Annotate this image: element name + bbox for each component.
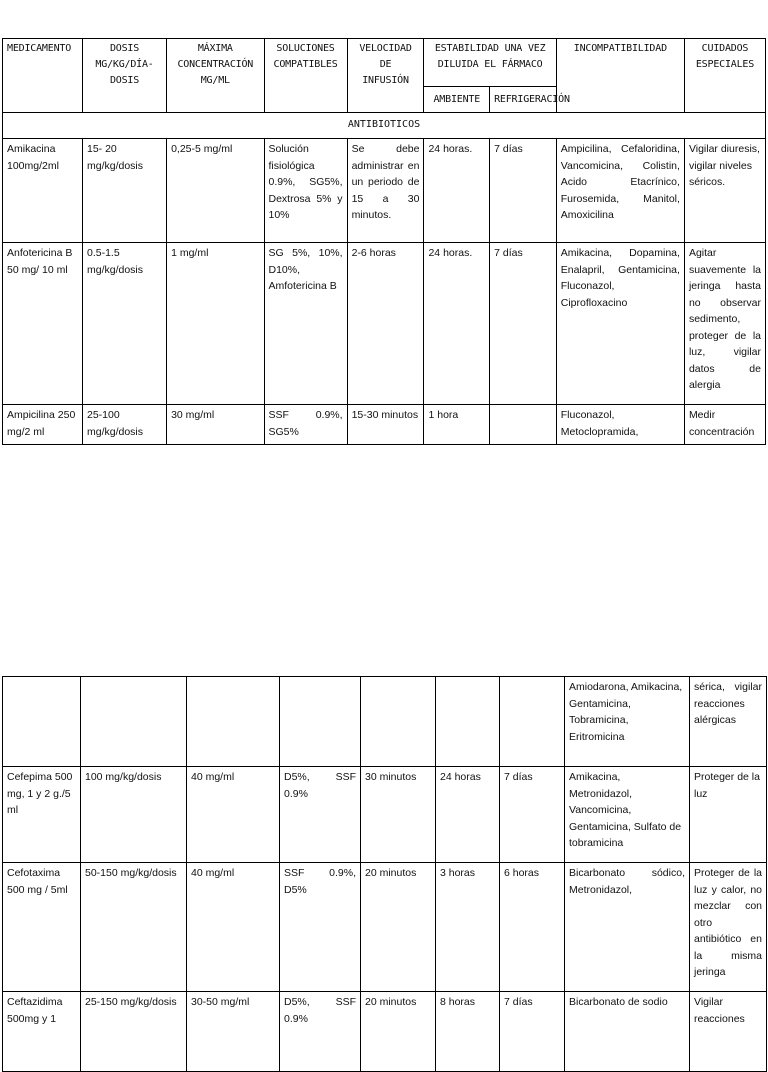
header-refrigeracion: REFRIGERACIÓN: [490, 87, 557, 113]
cell-cuidados: Vigilar diuresis, vigilar niveles séricos.: [684, 139, 765, 243]
cell-ambiente: 1 hora: [424, 405, 490, 445]
cell-soluciones: Solución fisiológica 0.9%, SG5%, Dextrosa 5% y 10%: [264, 139, 347, 243]
cell-incompatibilidad: Bicarbonato sódico, Metronidazol,: [565, 863, 690, 992]
cell-incompatibilidad: Amikacina, Metronidazol, Vancomicina, Gentamicina, Sulfato de tobramicina: [565, 767, 690, 863]
cell-refrigeracion: 7 días: [490, 139, 557, 243]
cell-soluciones: [280, 677, 361, 767]
cell-incompatibilidad: Amiodarona, Amikacina, Gentamicina, Tobramicina, Eritromicina: [565, 677, 690, 767]
header-velocidad: VELOCIDAD DE INFUSIÓN: [347, 39, 424, 113]
cell-incompatibilidad: Fluconazol, Metoclopramida,: [556, 405, 684, 445]
cell-dosis: [81, 677, 187, 767]
cell-refrigeracion: 7 días: [500, 992, 565, 1072]
drug-table-page-2: [2, 676, 767, 1072]
cell-incompatibilidad: Bicarbonato de sodio: [565, 992, 690, 1072]
table-row: [3, 139, 766, 243]
cell-soluciones: D5%, SSF 0.9%: [280, 992, 361, 1072]
cell-medicamento: Anfotericina B 50 mg/ 10 ml: [3, 243, 83, 405]
cell-maxima: 40 mg/ml: [187, 767, 280, 863]
cell-ambiente: [436, 677, 500, 767]
cell-cuidados: Proteger de la luz y calor, no mezclar con otro antibiótico en la misma jeringa: [690, 863, 767, 992]
cell-medicamento: Ceftazidima 500mg y 1: [3, 992, 81, 1072]
cell-refrigeracion: [500, 677, 565, 767]
cell-maxima: [187, 677, 280, 767]
cell-velocidad: 30 minutos: [361, 767, 436, 863]
cell-cuidados: Proteger de la luz: [690, 767, 767, 863]
cell-refrigeracion: [490, 405, 557, 445]
cell-dosis: 50-150 mg/kg/dosis: [81, 863, 187, 992]
header-soluciones: SOLUCIONES COMPATIBLES: [264, 39, 347, 113]
table-row: [3, 863, 767, 992]
cell-velocidad: 15-30 minutos: [347, 405, 424, 445]
cell-dosis: 0.5-1.5 mg/kg/dosis: [82, 243, 166, 405]
header-cuidados: CUIDADOS ESPECIALES: [684, 39, 765, 113]
cell-medicamento: Amikacina 100mg/2ml: [3, 139, 83, 243]
cell-medicamento: Cefotaxima 500 mg / 5ml: [3, 863, 81, 992]
cell-ambiente: 24 horas.: [424, 243, 490, 405]
cell-velocidad: 2-6 horas: [347, 243, 424, 405]
cell-refrigeracion: 7 días: [490, 243, 557, 405]
cell-cuidados: Vigilar reacciones: [690, 992, 767, 1072]
table-row: [3, 405, 766, 445]
cell-ambiente: 8 horas: [436, 992, 500, 1072]
cell-maxima: 40 mg/ml: [187, 863, 280, 992]
cell-dosis: 25-100 mg/kg/dosis: [82, 405, 166, 445]
header-ambiente: AMBIENTE: [424, 87, 490, 113]
cell-ambiente: 24 horas: [436, 767, 500, 863]
header-medicamento: MEDICAMENTO: [3, 39, 83, 113]
cell-velocidad: 20 minutos: [361, 863, 436, 992]
cell-medicamento: Ampicilina 250 mg/2 ml: [3, 405, 83, 445]
cell-incompatibilidad: Ampicilina, Cefaloridina, Vancomicina, Colistin, Acido Etacrínico, Furosemida, Manitol, Amoxicilina: [556, 139, 684, 243]
cell-maxima: 1 mg/ml: [167, 243, 264, 405]
cell-velocidad: [361, 677, 436, 767]
header-incompatibilidad: INCOMPATIBILIDAD: [556, 39, 684, 113]
cell-maxima: 30 mg/ml: [167, 405, 264, 445]
table-row: [3, 767, 767, 863]
cell-ambiente: 3 horas: [436, 863, 500, 992]
cell-cuidados: Agitar suavemente la jeringa hasta no observar sedimento, proteger de la luz, vigilar datos de alergia: [684, 243, 765, 405]
section-title: ANTIBIOTICOS: [3, 113, 766, 139]
cell-velocidad: Se debe administrar en un periodo de 15 a 30 minutos.: [347, 139, 424, 243]
cell-velocidad: 20 minutos: [361, 992, 436, 1072]
cell-cuidados: Medir concentración: [684, 405, 765, 445]
table-row: [3, 677, 767, 767]
table-row: [3, 243, 766, 405]
cell-soluciones: SSF 0.9%, D5%: [280, 863, 361, 992]
cell-soluciones: SSF 0.9%, SG5%: [264, 405, 347, 445]
cell-cuidados: sérica, vigilar reacciones alérgicas: [690, 677, 767, 767]
cell-soluciones: D5%, SSF 0.9%: [280, 767, 361, 863]
header-estabilidad: ESTABILIDAD UNA VEZ DILUIDA EL FÁRMACO: [424, 39, 556, 87]
header-dosis: DOSIS MG/KG/DÍA- DOSIS: [82, 39, 166, 113]
cell-dosis: 100 mg/kg/dosis: [81, 767, 187, 863]
cell-refrigeracion: 6 horas: [500, 863, 565, 992]
cell-incompatibilidad: Amikacina, Dopamina, Enalapril, Gentamicina, Fluconazol, Ciprofloxacino: [556, 243, 684, 405]
drug-table-page-1: [2, 38, 766, 445]
table-row: [3, 992, 767, 1072]
cell-medicamento: [3, 677, 81, 767]
cell-refrigeracion: 7 días: [500, 767, 565, 863]
cell-ambiente: 24 horas.: [424, 139, 490, 243]
cell-dosis: 25-150 mg/kg/dosis: [81, 992, 187, 1072]
cell-maxima: 0,25-5 mg/ml: [167, 139, 264, 243]
header-maxima-concentracion: MÁXIMA CONCENTRACIÓN MG/ML: [167, 39, 264, 113]
cell-maxima: 30-50 mg/ml: [187, 992, 280, 1072]
cell-dosis: 15- 20 mg/kg/dosis: [82, 139, 166, 243]
cell-medicamento: Cefepima 500 mg, 1 y 2 g./5 ml: [3, 767, 81, 863]
cell-soluciones: SG 5%, 10%, D10%, Amfotericina B: [264, 243, 347, 405]
